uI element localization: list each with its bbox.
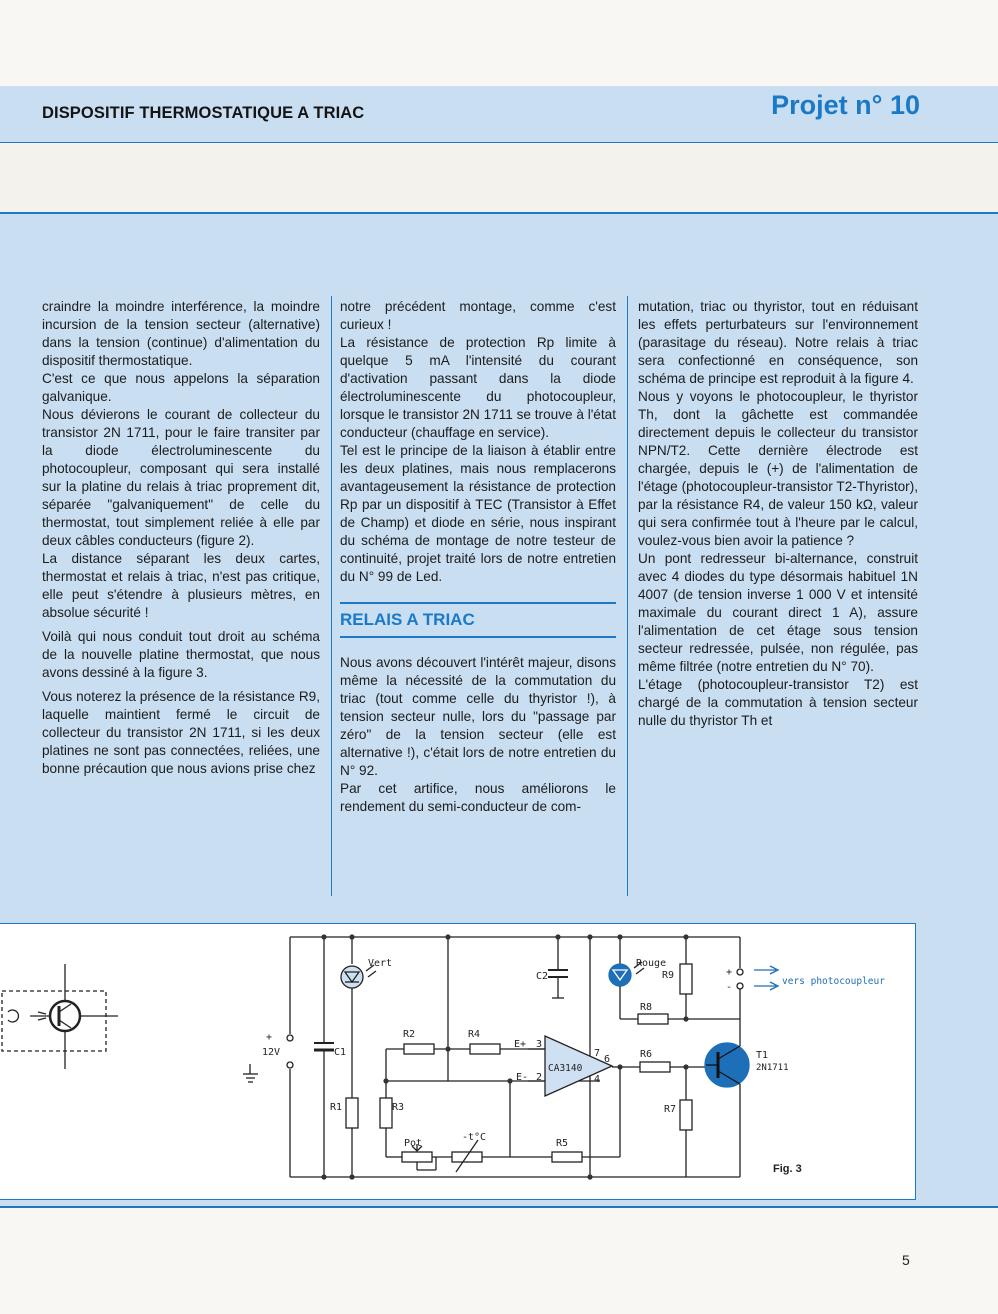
circuit-schematic: [0, 924, 915, 1199]
header-band: [0, 143, 998, 213]
label-r1: R1: [330, 1102, 343, 1113]
label-r7: R7: [664, 1104, 677, 1115]
output-minus-terminal: [737, 983, 743, 989]
label-r8: R8: [640, 1002, 653, 1013]
label-opamp: CA3140: [548, 1063, 583, 1074]
figure2-transistor-icon: [50, 1001, 80, 1031]
paragraph: Vous noterez la présence de la résistance R9, laquelle maintient fermé le circuit de collecteur du transistor 2N 1711, si les deux platines ne sont pas connectées, reliées, une bonne précaution que nous avions prise chez: [42, 689, 320, 776]
paragraph: Nous y voyons le photocoupleur, le thyristor Th, dont la gâchette est commandée directement depuis le collecteur du transistor NPN/T2. Cette dernière électrode est chargée, depuis le (+) de l'alimentation de l'étage (photocoupleur-transistor T2-Thyristor), par la résistance R4, de valeur 150 kΩ, valeur qui sera confirmée tout à l'heure par le calcul, voulez-vous bien avoir la patience ?: [638, 389, 918, 548]
r1-resistor-icon: [346, 1098, 358, 1128]
label-output-minus: -: [726, 982, 733, 993]
r9-resistor-icon: [680, 964, 692, 994]
text-column-3: [638, 298, 918, 730]
r7-resistor-icon: [680, 1100, 692, 1130]
paragraph: La résistance de protection Rp limite à quelque 5 mA l'intensité du courant d'activation passant dans la diode électroluminescente du photocoupleur, lorsque le transistor 2N 1711 se trouve à l'état conducteur (chauffage en service).: [340, 335, 616, 440]
label-r5: R5: [556, 1138, 569, 1149]
paragraph: mutation, triac ou thyristor, tout en réduisant les effets perturbateurs sur l'environnement (parasitage du réseau). Notre relais à triac sera confectionné en conséquence, son schéma de principe est reproduit à la figure 4.: [638, 299, 918, 386]
label-r6: R6: [640, 1049, 653, 1060]
project-number: Projet n° 10: [771, 90, 920, 120]
r3-resistor-icon: [380, 1098, 392, 1128]
label-c1: C1: [334, 1047, 347, 1058]
paragraph: C'est ce que nous appelons la séparation galvanique.: [42, 371, 320, 404]
label-c2: C2: [536, 971, 549, 982]
label-r4: R4: [468, 1029, 481, 1040]
label-output-plus: +: [726, 967, 733, 978]
label-pot: Pot: [404, 1138, 423, 1149]
page-number: 5: [902, 1252, 910, 1268]
r5-resistor-icon: [552, 1152, 582, 1162]
paragraph: Tel est le principe de la liaison à établir entre les deux platines, mais nous remplacerons avantageusement la résistance de protection Rp par un dispositif à TEC (Transistor à Effet de Champ) et diode en série, nous inspirant du schéma de montage de notre testeur de continuité, projet traité lors de notre entretien du N° 99 de Led.: [340, 443, 616, 584]
label-supply-plus: +: [266, 1032, 273, 1043]
label-pin6: 6: [604, 1054, 611, 1065]
label-pin4: 4: [594, 1074, 601, 1085]
paragraph: Nous dévierons le courant de collecteur du transistor 2N 1711, pour le faire transiter par la diode électroluminescente du photocoupleur, composant qui sera installé sur la platine du relais à triac proprement dit, séparée "galvaniquement" de celle du thermostat, tout simplement reliée à elle par deux câbles conducteurs (figure 2).: [42, 407, 320, 548]
figure2-led-fragment: [8, 1010, 18, 1022]
r4-resistor-icon: [470, 1044, 500, 1054]
label-t1-type: 2N1711: [756, 1063, 789, 1073]
paragraph: Nous avons découvert l'intérêt majeur, disons même la nécessité de la commutation du triac (tout comme celle du thyristor !), à tension secteur nulle, lors du "passage par zéro" de la tension secteur (elle est alternative !), c'était lors de notre entretien du N° 92.: [340, 655, 616, 778]
header-rule-bottom: [0, 212, 998, 214]
text-column-2: [340, 298, 616, 816]
paragraph: La distance séparant les deux cartes, thermostat et relais à triac, n'est pas critique, elle peut s'étendre à plusieurs mètres, en absolue sécurité !: [42, 551, 320, 620]
r2-resistor-icon: [404, 1044, 434, 1054]
paragraph: Voilà qui nous conduit tout droit au schéma de la nouvelle platine thermostat, que nous avons dessiné à la figure 3.: [42, 629, 320, 680]
figure-caption: Fig. 3: [773, 1163, 802, 1175]
r8-resistor-icon: [638, 1014, 668, 1024]
supply-minus-terminal: [287, 1062, 293, 1068]
green-led-icon: [341, 966, 363, 988]
paragraph: notre précédent montage, comme c'est curieux !: [340, 299, 616, 332]
column-divider: [627, 296, 628, 896]
red-led-icon: [609, 964, 631, 986]
label-r3: R3: [392, 1102, 405, 1113]
label-r9: R9: [662, 970, 675, 981]
figure-panel: [0, 923, 916, 1200]
potentiometer-icon: [402, 1152, 432, 1162]
paragraph: L'étage (photocoupleur-transistor T2) est chargé de la commutation à tension secteur nulle du thyristor Th et: [638, 677, 918, 728]
label-vert: Vert: [368, 958, 393, 969]
figure2-fragment-box: [2, 991, 106, 1051]
text-column-1: [42, 298, 320, 778]
label-t1: T1: [756, 1050, 769, 1061]
label-temp: -t°C: [462, 1132, 487, 1143]
top-margin: [0, 0, 998, 86]
label-pin3: 3: [536, 1039, 543, 1050]
label-12v: 12V: [262, 1047, 281, 1058]
paragraph: craindre la moindre interférence, la moindre incursion de la tension secteur (alternative) dans la tension (continue) d'alimentation du dispositif thermostatique.: [42, 299, 320, 368]
column-divider: [331, 296, 332, 896]
article-title: DISPOSITIF THERMOSTATIQUE A TRIAC: [42, 104, 365, 122]
supply-plus-terminal: [287, 1035, 293, 1041]
output-plus-terminal: [737, 969, 743, 975]
label-r2: R2: [403, 1029, 416, 1040]
paragraph: Un pont redresseur bi-alternance, construit avec 4 diodes du type désormais habituel 1N 4007 (de tension inverse 1 000 V et intensité maximale du courant direct 1 A), assure l'alimentation de cet étage sous tension secteur redressée, pulsée, non régulée, pas même filtrée (notre entretien du N° 70).: [638, 551, 918, 674]
label-photocoupler: vers photocoupleur: [782, 976, 885, 987]
paragraph: Par cet artifice, nous améliorons le rendement du semi-conducteur de com-: [340, 781, 616, 814]
r6-resistor-icon: [640, 1062, 670, 1072]
bottom-margin: [0, 1208, 998, 1314]
section-heading: RELAIS A TRIAC: [340, 602, 616, 638]
label-rouge: Rouge: [636, 958, 667, 969]
label-e-plus: E+: [514, 1039, 527, 1050]
label-pin2: 2: [536, 1072, 543, 1083]
label-pin7: 7: [594, 1048, 601, 1059]
label-e-minus: E-: [516, 1072, 529, 1083]
